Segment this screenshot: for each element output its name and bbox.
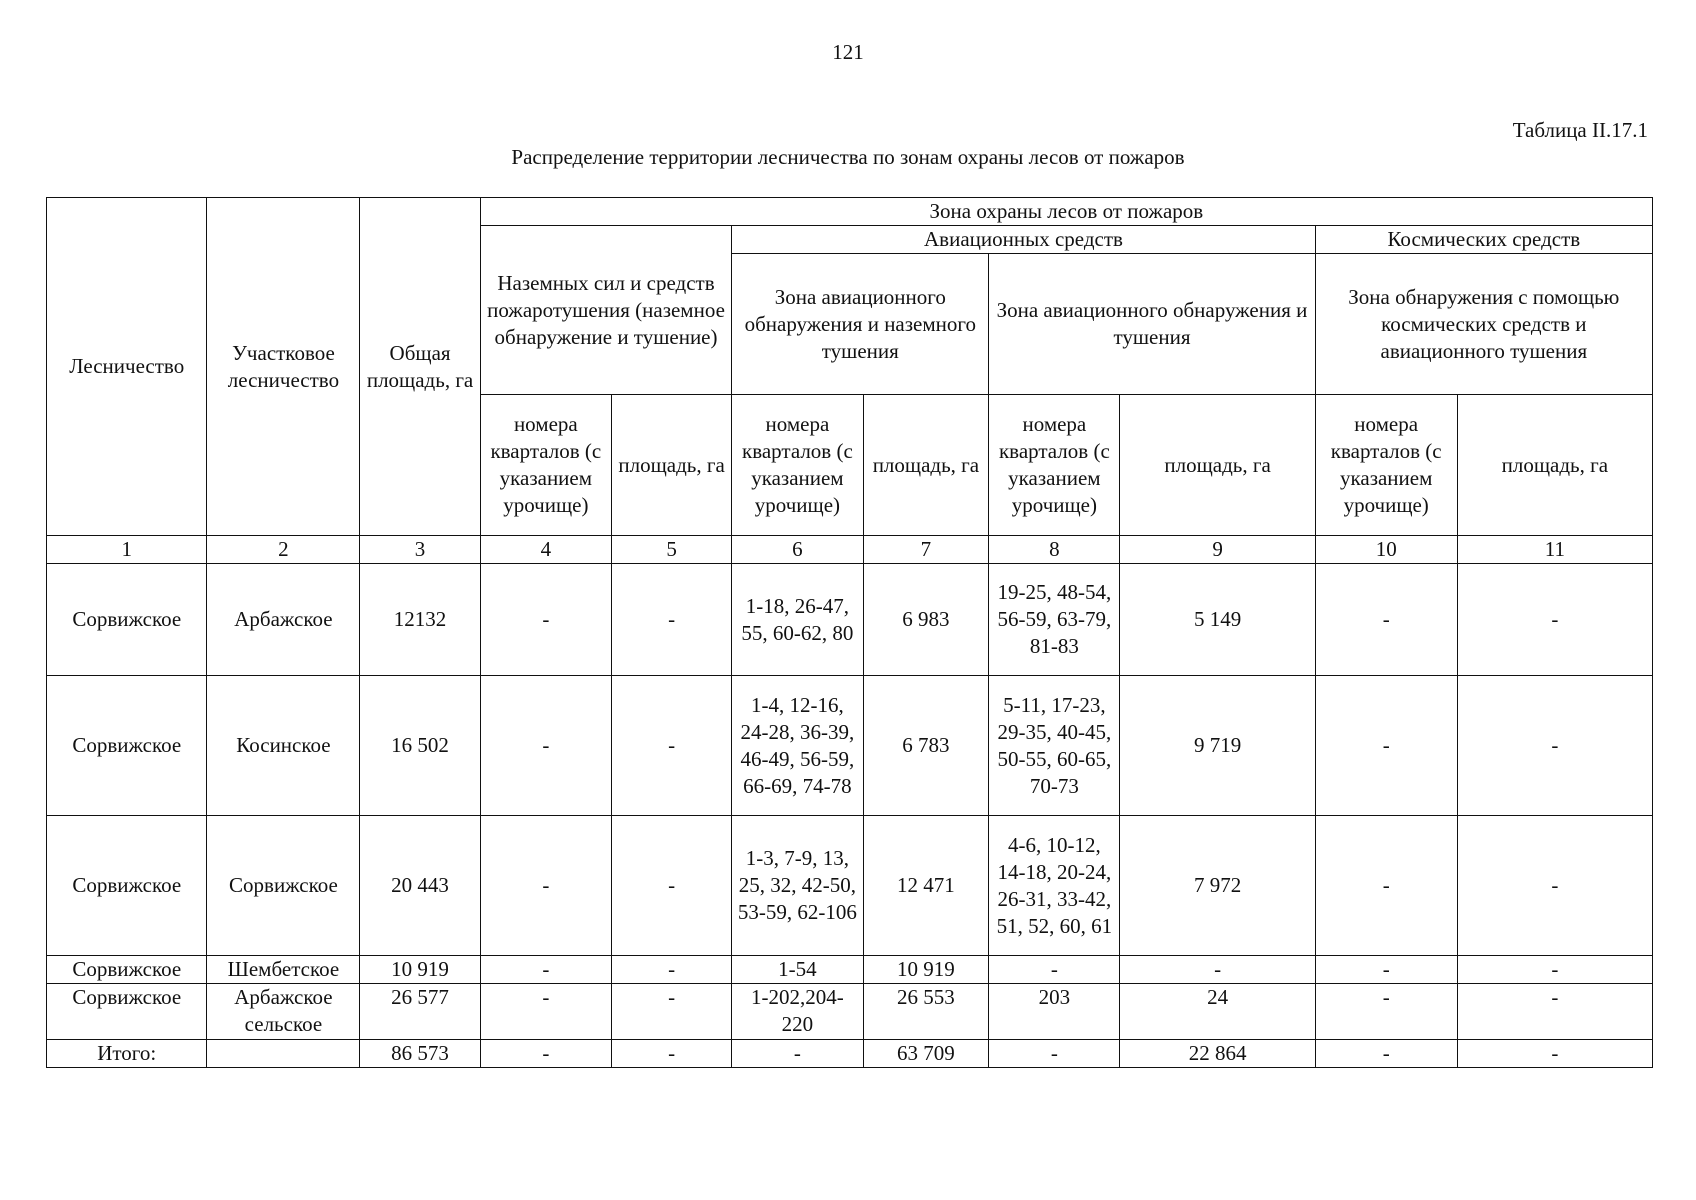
header-forestry: Лесничество	[47, 198, 207, 536]
table-cell: -	[611, 564, 731, 676]
header-zone-group: Зона охраны лесов от пожаров	[480, 198, 1652, 226]
table-row	[47, 984, 1653, 1040]
total-row	[47, 1040, 1653, 1068]
table-cell: -	[480, 564, 611, 676]
header-quarters-aviation: номера кварталов (с указанием урочище)	[989, 395, 1120, 536]
table-cell: 63 709	[863, 1040, 989, 1068]
table-cell: -	[611, 956, 731, 984]
table-cell: -	[1457, 984, 1652, 1040]
column-number: 2	[207, 536, 360, 564]
table-cell: -	[1315, 564, 1457, 676]
header-space: Космических средств	[1315, 226, 1652, 254]
table-cell: -	[611, 984, 731, 1040]
table-cell: 6 983	[863, 564, 989, 676]
column-number: 11	[1457, 536, 1652, 564]
table-cell: -	[1457, 956, 1652, 984]
header-total-area: Общая площадь, га	[360, 198, 480, 536]
table-cell: -	[480, 984, 611, 1040]
table-cell: -	[611, 676, 731, 816]
header-district-forestry: Участковое лесничество	[207, 198, 360, 536]
header-aviation: Авиационных средств	[732, 226, 1315, 254]
fire-zones-table	[46, 197, 1653, 1068]
table-cell: 16 502	[360, 676, 480, 816]
table-cell: 1-18, 26-47, 55, 60-62, 80	[732, 564, 863, 676]
table-cell: -	[480, 956, 611, 984]
table-cell: Сорвижское	[47, 816, 207, 956]
column-number: 10	[1315, 536, 1457, 564]
table-cell: -	[1315, 816, 1457, 956]
table-cell: 1-54	[732, 956, 863, 984]
column-number: 7	[863, 536, 989, 564]
table-cell: 1-4, 12-16, 24-28, 36-39, 46-49, 56-59, 66-69, 74-78	[732, 676, 863, 816]
table-row	[47, 676, 1653, 816]
column-numbers-row	[47, 536, 1653, 564]
table-cell: 22 864	[1120, 1040, 1315, 1068]
header-quarters-space: номера кварталов (с указанием урочище)	[1315, 395, 1457, 536]
table-row	[47, 816, 1653, 956]
column-number: 3	[360, 536, 480, 564]
page-number: 121	[832, 40, 864, 64]
table-cell: Сорвижское	[47, 984, 207, 1040]
table-cell: -	[611, 816, 731, 956]
column-number: 9	[1120, 536, 1315, 564]
table-cell: 24	[1120, 984, 1315, 1040]
table-cell: Сорвижское	[207, 816, 360, 956]
table-cell: -	[480, 1040, 611, 1068]
table-cell: Арбажское	[207, 564, 360, 676]
table-cell: -	[1315, 676, 1457, 816]
table-cell: Сорвижское	[47, 956, 207, 984]
header-area-ground: площадь, га	[611, 395, 731, 536]
table-cell: -	[732, 1040, 863, 1068]
table-cell: 26 577	[360, 984, 480, 1040]
table-row	[47, 956, 1653, 984]
column-number: 1	[47, 536, 207, 564]
table-cell: -	[1120, 956, 1315, 984]
table-cell: 10 919	[360, 956, 480, 984]
header-quarters-ground: номера кварталов (с указанием урочище)	[480, 395, 611, 536]
header-area-space: площадь, га	[1457, 395, 1652, 536]
table-cell: Сорвижское	[47, 564, 207, 676]
table-cell: Итого:	[47, 1040, 207, 1068]
header-quarters-aviation-ground: номера кварталов (с указанием урочище)	[732, 395, 863, 536]
table-cell: 19-25, 48-54, 56-59, 63-79, 81-83	[989, 564, 1120, 676]
table-cell: -	[1315, 984, 1457, 1040]
column-number: 6	[732, 536, 863, 564]
table-cell: Сорвижское	[47, 676, 207, 816]
table-cell: 86 573	[360, 1040, 480, 1068]
column-number: 5	[611, 536, 731, 564]
column-number: 8	[989, 536, 1120, 564]
table-cell: 12 471	[863, 816, 989, 956]
table-cell: Арбажское сельское	[207, 984, 360, 1040]
table-cell: -	[1315, 956, 1457, 984]
table-cell: 12132	[360, 564, 480, 676]
table-cell: 4-6, 10-12, 14-18, 20-24, 26-31, 33-42, 51, 52, 60, 61	[989, 816, 1120, 956]
table-cell: 7 972	[1120, 816, 1315, 956]
table-cell: -	[1457, 564, 1652, 676]
table-cell: -	[480, 676, 611, 816]
table-cell: 1-202,204-220	[732, 984, 863, 1040]
document-title: Распределение территории лесничества по зонам охраны лесов от пожаров	[511, 145, 1185, 169]
table-cell: -	[989, 956, 1120, 984]
header-aviation-detect-extinguish: Зона авиационного обнаружения и тушения	[989, 254, 1315, 395]
table-cell: -	[1457, 816, 1652, 956]
table-cell	[207, 1040, 360, 1068]
table-cell: 203	[989, 984, 1120, 1040]
table-cell: -	[1457, 1040, 1652, 1068]
table-cell: -	[1315, 1040, 1457, 1068]
table-cell: 5 149	[1120, 564, 1315, 676]
table-label: Таблица II.17.1	[1512, 118, 1648, 142]
table-cell: -	[611, 1040, 731, 1068]
header-aviation-detect-ground-extinguish: Зона авиационного обнаружения и наземного тушения	[732, 254, 989, 395]
table-cell: -	[1457, 676, 1652, 816]
header-ground-forces: Наземных сил и средств пожаротушения (наземное обнаружение и тушение)	[480, 226, 732, 395]
header-area-aviation: площадь, га	[1120, 395, 1315, 536]
table-cell: 6 783	[863, 676, 989, 816]
table-cell: 9 719	[1120, 676, 1315, 816]
table-row	[47, 564, 1653, 676]
table-cell: -	[480, 816, 611, 956]
header-space-detect-aviation-extinguish: Зона обнаружения с помощью космических средств и авиационного тушения	[1315, 254, 1652, 395]
table-cell: -	[989, 1040, 1120, 1068]
header-area-aviation-ground: площадь, га	[863, 395, 989, 536]
table-cell: 1-3, 7-9, 13, 25, 32, 42-50, 53-59, 62-106	[732, 816, 863, 956]
table-cell: 20 443	[360, 816, 480, 956]
table-cell: 10 919	[863, 956, 989, 984]
table-cell: Косинское	[207, 676, 360, 816]
table-cell: Шембетское	[207, 956, 360, 984]
table-cell: 26 553	[863, 984, 989, 1040]
column-number: 4	[480, 536, 611, 564]
table-cell: 5-11, 17-23, 29-35, 40-45, 50-55, 60-65, 70-73	[989, 676, 1120, 816]
